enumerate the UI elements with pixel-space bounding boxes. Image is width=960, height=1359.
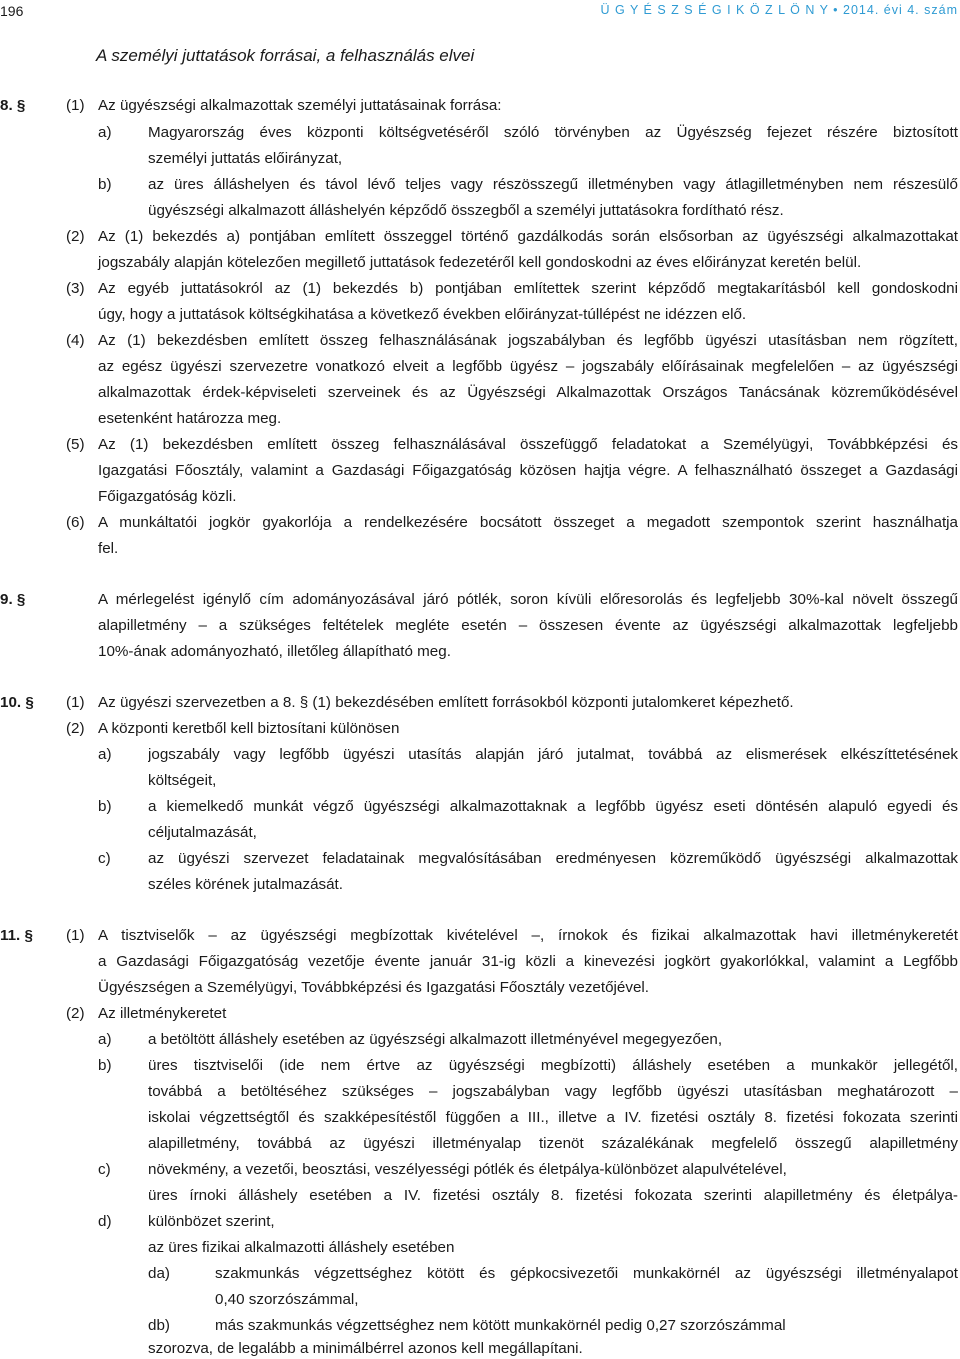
text-line: Magyarország éves központi költségvetéséről szóló törvényben az Ügyészség fejezet részére biztosított xyxy=(148,124,958,141)
text-line: a betöltött álláshely esetében az ügyészségi alkalmazott illetményével megegyezően, xyxy=(148,1031,723,1048)
text-line: a Gazdasági Főigazgatóság vezetője évente január 31-ig közli a kinevezési jogkört gyakorlókkal, valamint a Legfőbb xyxy=(98,953,958,970)
text-line: Az (1) bekezdésben említett összeg felhasználásával összefüggő feladatokat a Személyügyi, Továbbképzési és xyxy=(98,436,958,453)
section-number: 9. § xyxy=(0,591,26,608)
text-line: üres írnoki álláshely esetében a IV. fizetési osztály 8. fizetési fokozata szerinti alapilletmény és életpálya- xyxy=(148,1187,958,1204)
text-line: az egész ügyészi szervezetre vonatkozó elveit a legfőbb ügyész – jogszabály előírásainak megfelelően – az ügyészségi xyxy=(98,358,958,375)
text-line: továbbá a betöltéséhez szükséges – jogszabályban vagy legfőbb ügyészi utasításban meghatározott – xyxy=(148,1083,958,1100)
paragraph-label: (5) xyxy=(66,436,85,453)
paragraph-label: c) xyxy=(98,850,111,867)
text-line: különbözet szerint, xyxy=(148,1213,275,1230)
text-line: esetenként határozza meg. xyxy=(98,410,282,427)
text-line: Ügyészségen a Személyügyi, Továbbképzési és Igazgatási Főosztály vezetőjével. xyxy=(98,979,649,996)
text-line: úgy, hogy a juttatások költségkihatása a következő években előirányzat-túllépést ne idézzen elő. xyxy=(98,306,747,323)
text-line: fel. xyxy=(98,540,119,557)
text-line: Az (1) bekezdés a) pontjában említett összeggel történő gazdálkodás során elsősorban az ügyészségi alkalmazottakat xyxy=(98,228,958,245)
paragraph-label: b) xyxy=(98,1057,112,1074)
paragraph-label: b) xyxy=(98,798,112,815)
text-line: üres tisztviselői (ide nem értve az ügyészségi megbízotti) álláshely esetében a munkakör jellegétől, xyxy=(148,1057,958,1074)
text-line: az ügyészi szervezet feladatainak megvalósításában eredményesen közreműködő ügyészségi alkalmazottak xyxy=(148,850,958,867)
paragraph-label: da) xyxy=(148,1265,170,1282)
section-number: 10. § xyxy=(0,694,34,711)
text-line: alapilletmény – a szükséges feltételek megléte esetén – összesen évente az ügyészségi alkalmazottak legfeljebb xyxy=(98,617,958,634)
text-line: növekmény, a vezetői, beosztási, veszélyességi pótlék és életpálya-különbözet alapulvételével, xyxy=(148,1161,787,1178)
text-line: más szakmunkás végzettséghez nem kötött munkakörnél pedig 0,27 szorzószámmal xyxy=(215,1317,786,1334)
text-line: Az illetménykeretet xyxy=(98,1005,227,1022)
paragraph-label: a) xyxy=(98,746,112,763)
text-line: A mérlegelést igénylő cím adományozásával járó pótlék, soron kívüli előresorolás és legfeljebb 30%-kal növelt összegű xyxy=(98,591,958,608)
text-line: Az ügyészségi alkalmazottak személyi juttatásainak forrása: xyxy=(98,97,502,114)
section-title: A személyi juttatások forrásai, a felhasználás elvei xyxy=(96,46,475,65)
paragraph-label: (1) xyxy=(66,694,85,711)
paragraph-label: d) xyxy=(98,1213,112,1230)
text-line: 10%-ának adományozható, illetőleg állapítható meg. xyxy=(98,643,451,660)
text-line: költségeit, xyxy=(148,772,217,789)
text-line: alkalmazottak érdek-képviseleti szerveinek és az Ügyészségi Alkalmazottak Országos Tanácsának közreműködésével xyxy=(98,384,958,401)
paragraph-label: (1) xyxy=(66,97,85,114)
text-line: Az egyéb juttatásokról az (1) bekezdés b) pontjában említettek szerint képződő megtakarításból kell gondoskodni xyxy=(98,280,958,297)
paragraph-label: (3) xyxy=(66,280,85,297)
section-number: 11. § xyxy=(0,927,33,944)
text-line: az üres álláshelyen és távol lévő teljes vagy részösszegű illetményben vagy átlagilletményben nem részesülő xyxy=(148,176,958,193)
paragraph-label: (2) xyxy=(66,228,85,245)
paragraph-label: (2) xyxy=(66,720,85,737)
paragraph-label: b) xyxy=(98,176,112,193)
text-line: jogszabály vagy legfőbb ügyészi utasítás alapján járó jutalmat, továbbá az elismerések elkészíttetésének xyxy=(148,746,958,763)
paragraph-label: (6) xyxy=(66,514,85,531)
text-line: szakmunkás végzettséghez kötött és gépkocsivezetői munkakörnél az ügyészségi illetményalapot xyxy=(215,1265,958,1282)
text-line: A munkáltatói jogkör gyakorlója a rendelkezésére bocsátott összeget a megadott szempontok szerint használhatja xyxy=(98,514,958,531)
text-line: jogszabály alapján kötelezően megillető juttatások fedezetéről kell gondoskodni az éves előirányzat keretén belül. xyxy=(98,254,862,271)
text-line: ügyészségi alkalmazott álláshelyén képződő összegből a személyi juttatásokra fordítható rész. xyxy=(148,202,784,219)
text-line: a kiemelkedő munkát végző ügyészségi alkalmazottaknak a legfőbb ügyész eseti döntésén alapuló egyedi és xyxy=(148,798,958,815)
text-line: szorozva, de legalább a minimálbérrel azonos kell megállapítani. xyxy=(148,1340,583,1357)
text-line: Főigazgatóság közli. xyxy=(98,488,237,505)
paragraph-label: (1) xyxy=(66,927,85,944)
text-line: alapilletmény, továbbá az ügyészi illetményalap tizenöt százalékának megfelelő összegű alapilletmény xyxy=(148,1135,958,1152)
paragraph-label: a) xyxy=(98,1031,112,1048)
text-line: Az ügyészi szervezetben a 8. § (1) bekezdésében említett forrásokból központi jutalomkeret képezhető. xyxy=(98,694,794,711)
paragraph-label: c) xyxy=(98,1161,111,1178)
text-line: Igazgatási Főosztály, valamint a Gazdasági Főigazgatóság közösen hajtja végre. A felhasználható összeget a Gazdasági xyxy=(98,462,958,479)
page-number: 196 xyxy=(0,3,24,19)
text-line: iskolai végzettségtől és szakképesítéstől függően a III., illetve a IV. fizetési osztály 8. fizetési fokozata szerinti xyxy=(148,1109,958,1126)
text-line: 0,40 szorzószámmal, xyxy=(215,1291,359,1308)
paragraph-label: a) xyxy=(98,124,112,141)
paragraph-label: (4) xyxy=(66,332,85,349)
text-line: széles körének jutalmazását. xyxy=(148,876,343,893)
text-line: A tisztviselők – az ügyészségi megbízottak kivételével –, írnokok és fizikai alkalmazottak havi illetménykeretét xyxy=(98,927,958,944)
text-line: az üres fizikai alkalmazotti álláshely esetében xyxy=(148,1239,455,1256)
section-number: 8. § xyxy=(0,97,26,114)
text-line: céljutalmazását, xyxy=(148,824,257,841)
text-line: Az (1) bekezdésben említett összeg felhasználásának jogszabályban és legfőbb ügyészi utasításban nem rögzített, xyxy=(98,332,958,349)
paragraph-label: db) xyxy=(148,1317,170,1334)
paragraph-label: (2) xyxy=(66,1005,85,1022)
text-line: személyi juttatás előirányzat, xyxy=(148,150,343,167)
text-line: A központi keretből kell biztosítani különösen xyxy=(98,720,400,737)
journal-header: Ü G Y É S Z S É G I K Ö Z L Ö N Y • 2014. évi 4. szám xyxy=(600,3,958,17)
